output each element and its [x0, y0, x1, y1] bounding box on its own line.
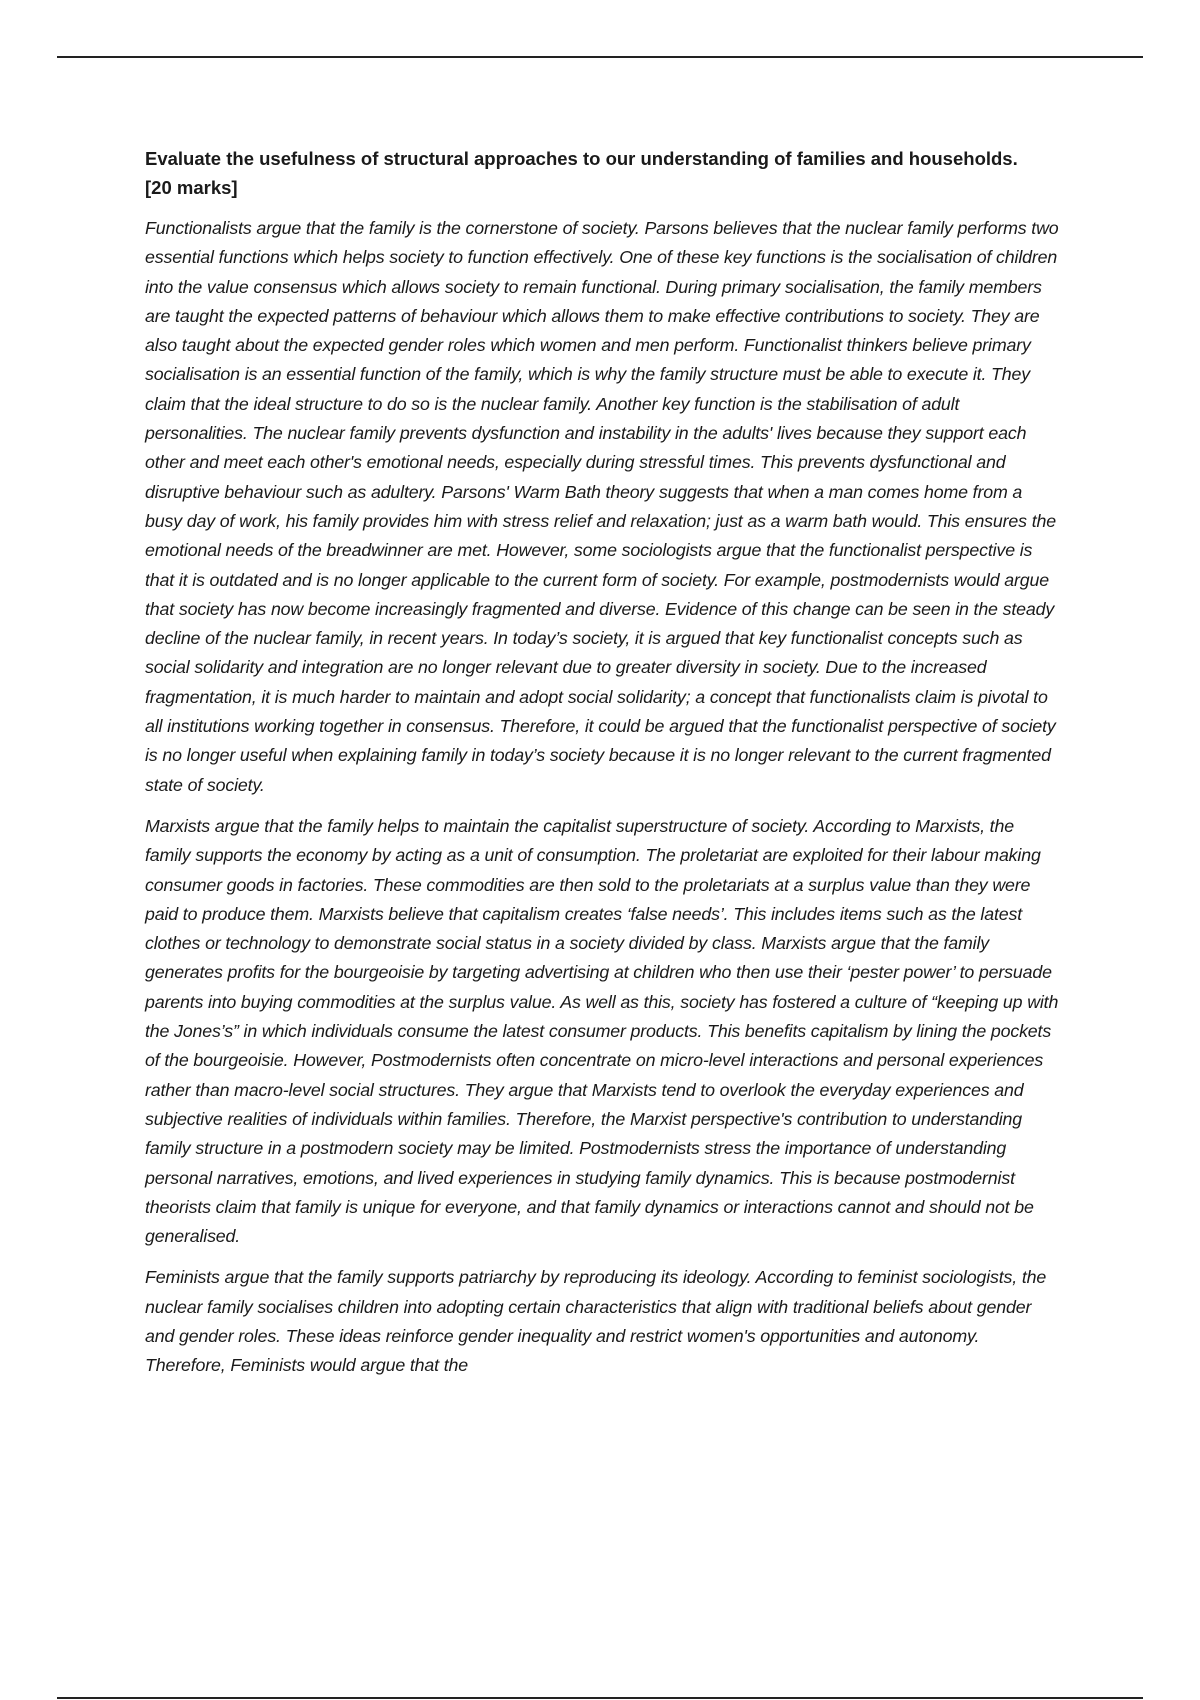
essay-marks: [20 marks]	[145, 177, 238, 198]
document-body	[145, 144, 1060, 1393]
paragraph-marxism: Marxists argue that the family helps to maintain the capitalist superstructure of society. According to Marxists, the family supports the economy by acting as a unit of consumption. The proletariat are exploited for their labour making consumer goods in factories. These commodities are then sold to the proletariats at a surplus value than they were paid to produce them. Marxists believe that capitalism creates ‘false needs’. This includes items such as the latest clothes or technology to demonstrate social status in a society divided by class. Marxists argue that the family generates profits for the bourgeoisie by targeting advertising at children who then use their ‘pester power’ to persuade parents into buying commodities at the surplus value. As well as this, society has fostered a culture of “keeping up with the Jones’s” in which individuals consume the latest consumer products. This benefits capitalism by lining the pockets of the bourgeoisie. However, Postmodernists often concentrate on micro-level interactions and personal experiences rather than macro-level social structures. They argue that Marxists tend to overlook the everyday experiences and subjective realities of individuals within families. Therefore, the Marxist perspective's contribution to understanding family structure in a postmodern society may be limited. Postmodernists stress the importance of understanding personal narratives, emotions, and lived experiences in studying family dynamics. This is because postmodernist theorists claim that family is unique for everyone, and that family dynamics or interactions cannot and should not be generalised.	[145, 815, 1059, 1247]
footer-divider	[57, 1697, 1143, 1699]
paragraph-feminism: Feminists argue that the family supports patriarchy by reproducing its ideology. According to feminist sociologists, the nuclear family socialises children into adopting certain characteristics that align with traditional beliefs about gender and gender roles. These ideas reinforce gender inequality and restrict women's opportunities and autonomy. Therefore, Feminists would argue that the	[145, 1267, 1047, 1376]
essay-question	[145, 144, 1060, 202]
essay-question-text: Evaluate the usefulness of structural approaches to our understanding of families and households.	[145, 148, 1018, 169]
paragraph-functionalism: Functionalists argue that the family is the cornerstone of society. Parsons believes that the nuclear family performs two essential functions which helps society to function effectively. One of these key functions is the socialisation of children into the value consensus which allows society to remain functional. During primary socialisation, the family members are taught the expected patterns of behaviour which allows them to make effective contributions to society. They are also taught about the expected gender roles which women and men perform. Functionalist thinkers believe primary socialisation is an essential function of the family, which is why the family structure must be able to execute it. They claim that the ideal structure to do so is the nuclear family. Another key function is the stabilisation of adult personalities. The nuclear family prevents dysfunction and instability in the adults' lives because they support each other and meet each other's emotional needs, especially during stressful times. This prevents dysfunctional and disruptive behaviour such as adultery. Parsons' Warm Bath theory suggests that when a man comes home from a busy day of work, his family provides him with stress relief and relaxation; just as a warm bath would. This ensures the emotional needs of the breadwinner are met. However, some sociologists argue that the functionalist perspective is that it is outdated and is no longer applicable to the current form of society. For example, postmodernists would argue that society has now become increasingly fragmented and diverse. Evidence of this change can be seen in the steady decline of the nuclear family, in recent years. In today’s society, it is argued that key functionalist concepts such as social solidarity and integration are no longer relevant due to greater diversity in society. Due to the increased fragmentation, it is much harder to maintain and adopt social solidarity; a concept that functionalists claim is pivotal to all institutions working together in consensus. Therefore, it could be argued that the functionalist perspective of society is no longer useful when explaining family in today’s society because it is no longer relevant to the current fragmented state of society.	[145, 218, 1059, 795]
header-divider	[57, 56, 1143, 58]
